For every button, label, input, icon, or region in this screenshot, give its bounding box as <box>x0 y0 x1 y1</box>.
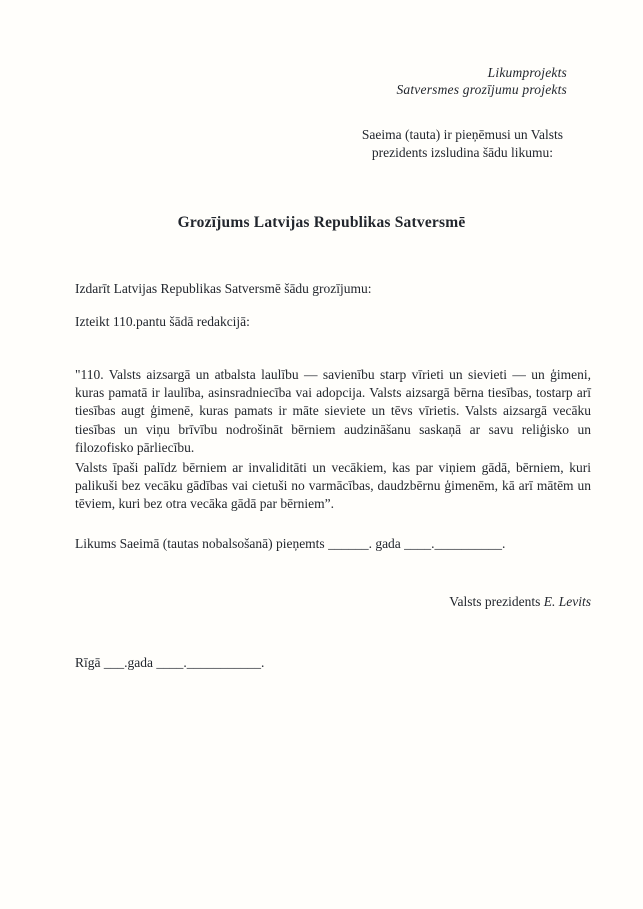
article-110-paragraph-2: Valsts īpaši palīdz bērniem ar invaliditāti un vecākiem, kas par viņiem gādā, bērniem, kuri palikuši bez vecāku gādības vai cietuši no varmācības, daudzbērnu ģimenēm, kā arī mātēm un tēviem, kuri bez otra vecāka gādā par bērniem”. <box>75 460 591 512</box>
adoption-date-line: Likums Saeimā (tautas nobalsošanā) pieņemts ______. gada ____.__________. <box>75 536 506 551</box>
doc-type-line1: Likumprojekts <box>487 65 567 80</box>
article-110-paragraph-1: "110. Valsts aizsargā un atbalsta laulību — savienību starp vīrieti un sievieti — un ģimeni, kuras pamatā ir laulība, asinsradniecība vai adopcija. Valsts aizsargā bērna tiesības, tostarp arī tiesības augt ģimenē, kuras pamats ir māte sieviete un tēvs vīrietis. Valsts aizsargā vecāku tiesības un viņu brīvību nodrošināt bērniem audzināšanu saskaņā ar savu reliģisko un filozofisko pārliecību. <box>75 367 591 455</box>
doc-type-block <box>396 64 567 98</box>
amendment-intro-line: Izdarīt Latvijas Republikas Satversmē šādu grozījumu: <box>75 281 372 296</box>
article-intro-line: Izteikt 110.pantu šādā redakcijā: <box>75 314 250 329</box>
president-label: Valsts prezidents <box>449 594 544 609</box>
president-name: E. Levits <box>543 594 591 609</box>
enactment-line1: Saeima (tauta) ir pieņēmusi un Valsts <box>361 127 563 142</box>
document-title: Grozījums Latvijas Republikas Satversmē <box>177 214 466 231</box>
enactment-block <box>362 126 563 162</box>
president-signature-line <box>449 594 591 610</box>
doc-type-line2: Satversmes grozījumu projekts <box>396 82 567 97</box>
place-date-line: Rīgā ___.gada ____.___________. <box>75 655 265 670</box>
enactment-line2: prezidents izsludina šādu likumu: <box>371 145 553 160</box>
